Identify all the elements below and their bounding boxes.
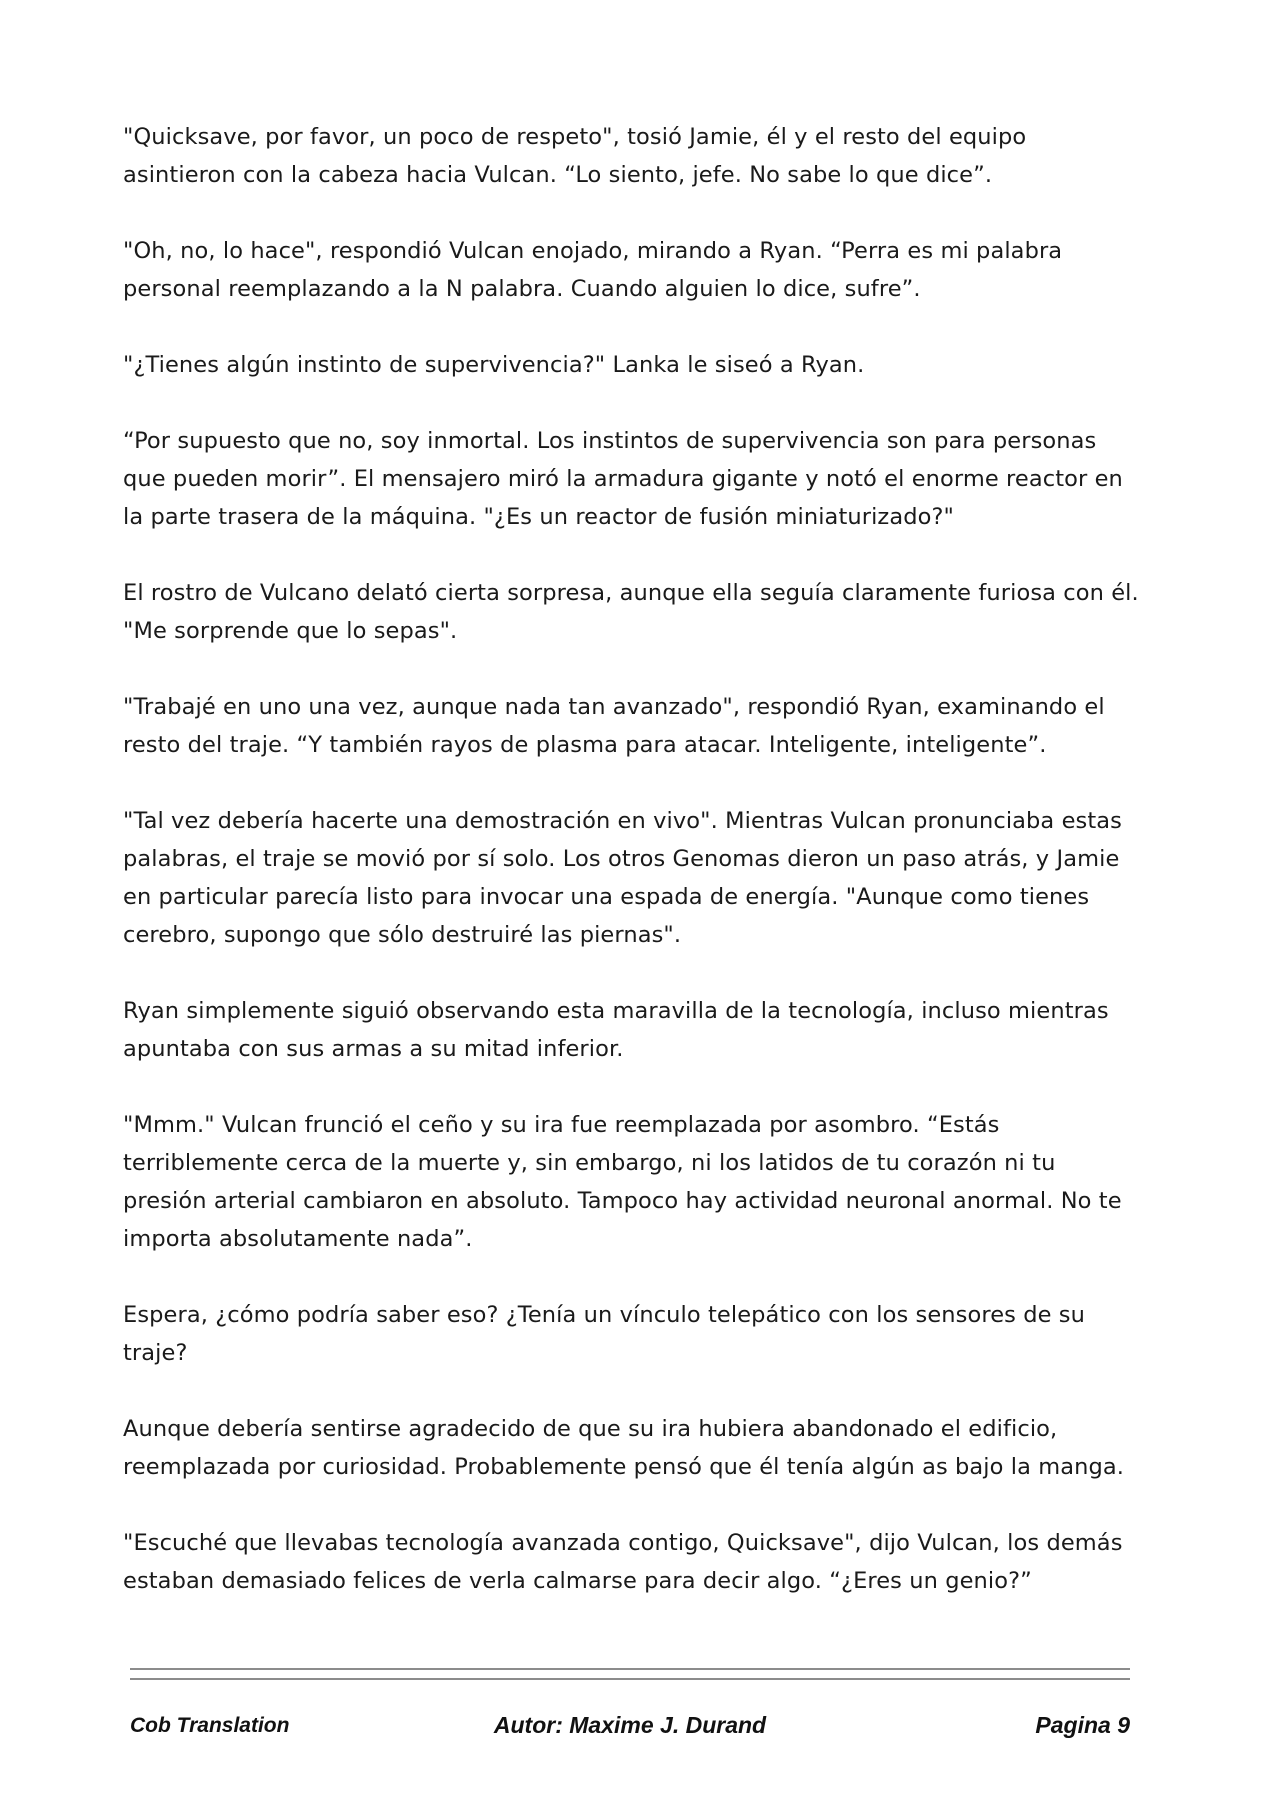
footer-page-number: Pagina 9 [1035,1712,1130,1738]
paragraph: El rostro de Vulcano delató cierta sorpresa, aunque ella seguía claramente furiosa con él. "Me sorprende que lo sepas". [123,580,1139,644]
paragraph: "Mmm." Vulcan frunció el ceño y su ira fue reemplazada por asombro. “Estás terriblemente cerca de la muerte y, sin embargo, ni los latidos de tu corazón ni tu presión arterial cambiaron en absoluto. Tampoco hay actividad neuronal anormal. No te importa absolutamente nada”. [123,1112,1122,1252]
paragraph: "Escuché que llevabas tecnología avanzada contigo, Quicksave", dijo Vulcan, los demás estaban demasiado felices de verla calmarse para decir algo. “¿Eres un genio?” [123,1530,1123,1594]
footer-translator: Cob Translation [130,1714,290,1737]
page-body [123,118,1143,1638]
paragraph: "Quicksave, por favor, un poco de respeto", tosió Jamie, él y el resto del equipo asintieron con la cabeza hacia Vulcan. “Lo siento, jefe. No sabe lo que dice”. [123,124,1027,188]
paragraph: "Oh, no, lo hace", respondió Vulcan enojado, mirando a Ryan. “Perra es mi palabra personal reemplazando a la N palabra. Cuando alguien lo dice, sufre”. [123,238,1063,302]
footer-divider-top [130,1668,1130,1670]
paragraph: “Por supuesto que no, soy inmortal. Los instintos de supervivencia son para personas que pueden morir”. El mensajero miró la armadura gigante y notó el enorme reactor en la parte trasera de la máquina. "¿Es un reactor de fusión miniaturizado?" [123,428,1123,530]
paragraph: "Trabajé en uno una vez, aunque nada tan avanzado", respondió Ryan, examinando el resto del traje. “Y también rayos de plasma para atacar. Inteligente, inteligente”. [123,694,1105,758]
paragraph: "¿Tienes algún instinto de supervivencia?" Lanka le siseó a Ryan. [123,352,865,378]
paragraph: "Tal vez debería hacerte una demostración en vivo". Mientras Vulcan pronunciaba estas palabras, el traje se movió por sí solo. Los otros Genomas dieron un paso atrás, y Jamie en particular parecía listo para invocar una espada de energía. "Aunque como tienes cerebro, supongo que sólo destruiré las piernas". [123,808,1122,948]
footer-divider-bottom [130,1678,1130,1680]
page-footer [130,1710,1130,1742]
paragraph: Aunque debería sentirse agradecido de que su ira hubiera abandonado el edificio, reemplazada por curiosidad. Probablemente pensó que él tenía algún as bajo la manga. [123,1416,1125,1480]
paragraph: Ryan simplemente siguió observando esta maravilla de la tecnología, incluso mientras apuntaba con sus armas a su mitad inferior. [123,998,1109,1062]
paragraph: Espera, ¿cómo podría saber eso? ¿Tenía un vínculo telepático con los sensores de su traje? [123,1302,1085,1366]
footer-author: Autor: Maxime J. Durand [493,1712,767,1738]
